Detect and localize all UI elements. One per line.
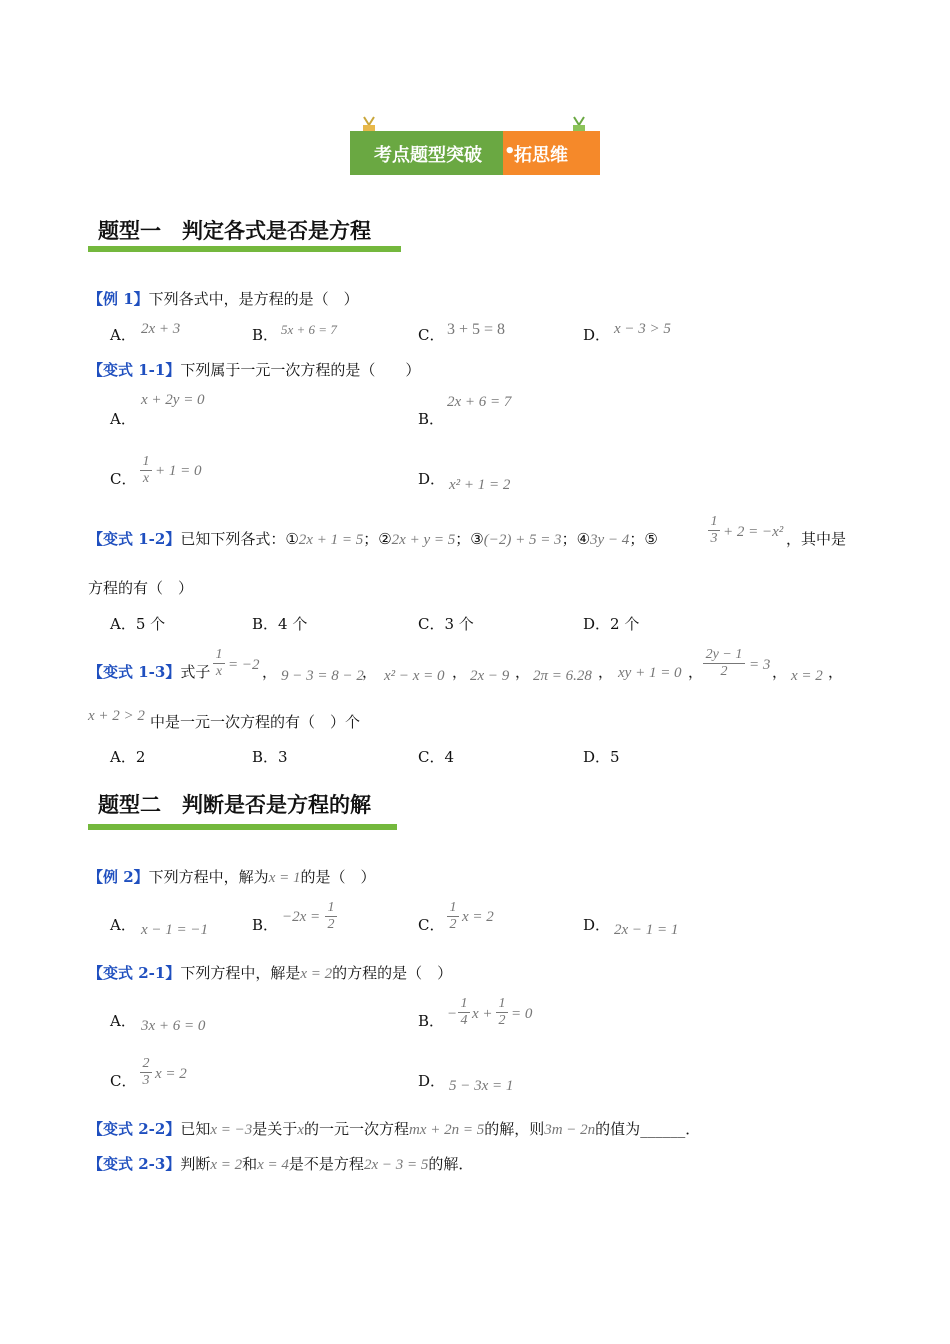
ex2-option-d-math: 2x − 1 = 1 xyxy=(614,922,679,938)
v12-question-tail: ，其中是 xyxy=(786,530,847,548)
variant-2-1-question: 【变式 2-1】下列方程中，解是x = 2的方程的是（ ） xyxy=(88,964,453,982)
v13-expr9: x + 2 > 2 xyxy=(88,708,145,724)
ex1-option-d-math: x − 3 > 5 xyxy=(614,321,671,337)
v13-expr4: 2x − 9 xyxy=(470,668,510,684)
v21-option-a-label: A． xyxy=(110,1012,136,1030)
variant-1-2-question: 【变式 1-2】已知下列各式：①2x + 1 = 5；②2x + y = 5；③(−2) + 5 = 3；④3y − 4；⑤ xyxy=(88,530,658,548)
v11-option-c-label: C． xyxy=(110,470,137,488)
v13-expr6: xy + 1 = 0 xyxy=(618,665,682,681)
ex2-option-c-fraction: $\frac{1}{2}$ xyxy=(447,900,459,933)
v12-option-c: C．3 个 xyxy=(418,615,474,633)
v21-option-b-rest: = 0 xyxy=(511,1006,533,1022)
ex2-option-b-fraction: $\frac{1}{2}$ xyxy=(325,900,337,933)
variant-1-2-tag: 【变式 1-2】 xyxy=(88,530,181,548)
v11-option-d-label: D． xyxy=(418,470,446,488)
v11-option-b-label: B． xyxy=(418,410,445,428)
v11-option-c-fraction: $\frac{1}{x}$ xyxy=(140,454,152,487)
example-1-question: 【例 1】下列各式中，是方程的是（ ） xyxy=(88,290,359,308)
variant-2-1-tag: 【变式 2-1】 xyxy=(88,964,181,982)
v11-option-c-rest: + 1 = 0 xyxy=(155,463,202,479)
v11-option-a-math: x + 2y = 0 xyxy=(141,392,205,408)
v13-expr7-rest: = 3 xyxy=(749,657,771,673)
v13-question-tail: 中是一元一次方程的有（ ）个 xyxy=(150,713,361,731)
ex1-option-b-label: B． xyxy=(252,326,279,344)
v13-option-a: A．2 xyxy=(110,748,146,766)
v12-question-line2: 方程的有（ ） xyxy=(88,579,194,597)
example-2-tag: 【例 2】 xyxy=(88,868,149,886)
ex2-option-c-label: C． xyxy=(418,916,445,934)
v13-expr2: 9 − 3 = 8 − 2 xyxy=(281,668,364,684)
example-2-question: 【例 2】下列方程中，解为x = 1的是（ ） xyxy=(88,868,376,886)
section-title-2: 题型二 判断是否是方程的解 xyxy=(98,793,371,817)
v21-option-c-label: C． xyxy=(110,1072,137,1090)
v21-option-a-math: 3x + 6 = 0 xyxy=(141,1018,206,1034)
v12-option-b: B．4 个 xyxy=(252,615,308,633)
variant-1-3-tag: 【变式 1-3】 xyxy=(88,663,181,681)
v13-expr7-fraction: $\frac{2y - 1}{2}$ xyxy=(703,647,745,680)
banner-left-text: 考点题型突破 xyxy=(374,145,482,166)
banner-right-text: 拓思维 xyxy=(514,145,568,166)
v13-option-c: C．4 xyxy=(418,748,455,766)
v12-option-d: D．2 个 xyxy=(583,615,640,633)
answer-blank[interactable]: ______ xyxy=(640,1120,686,1138)
v13-expr3: x² − x = 0 xyxy=(384,668,445,684)
variant-1-1-tag: 【变式 1-1】 xyxy=(88,361,181,379)
v21-option-c-fraction: $\frac{2}{3}$ xyxy=(140,1056,152,1089)
ex2-option-c-rest: x = 2 xyxy=(462,909,494,925)
v13-expr1-rest: = −2 xyxy=(228,657,260,673)
ex1-option-b-math: 5x + 6 = 7 xyxy=(281,322,337,337)
ex1-option-d-label: D． xyxy=(583,326,611,344)
banner-dot: • xyxy=(504,141,516,162)
ex1-option-c-label: C． xyxy=(418,326,445,344)
ex2-option-b-label: B． xyxy=(252,916,279,934)
variant-2-2-tag: 【变式 2-2】 xyxy=(88,1120,181,1138)
section-banner xyxy=(350,131,600,175)
section-underline-2 xyxy=(88,824,397,830)
v11-option-a-label: A． xyxy=(110,410,136,428)
section-underline-1 xyxy=(88,246,401,252)
v21-option-b-fraction-1: $\frac{1}{4}$ xyxy=(458,996,470,1029)
v11-option-d-math: x² + 1 = 2 xyxy=(449,477,511,493)
v13-option-d: D．5 xyxy=(583,748,620,766)
v21-option-b-fraction-2: $\frac{1}{2}$ xyxy=(496,996,508,1029)
v11-option-b-math: 2x + 6 = 7 xyxy=(447,394,512,410)
v13-expr5: 2π = 6.28 xyxy=(533,668,592,684)
v21-option-c-rest: x = 2 xyxy=(155,1066,187,1082)
v21-option-b-label: B． xyxy=(418,1012,445,1030)
ex2-option-d-label: D． xyxy=(583,916,611,934)
v12-item5-fraction: $\frac{1}{3}$ xyxy=(708,514,720,547)
variant-2-2-question: 【变式 2-2】已知x = −3是关于x的一元一次方程mx + 2n = 5的解，则3m − 2n的值为______． xyxy=(88,1120,701,1138)
ex1-option-a-label: A． xyxy=(110,326,136,344)
variant-2-3-tag: 【变式 2-3】 xyxy=(88,1155,181,1173)
v13-expr8: x = 2 xyxy=(791,668,823,684)
v21-option-d-math: 5 − 3x = 1 xyxy=(449,1078,514,1094)
ex2-option-a-label: A． xyxy=(110,916,136,934)
v13-expr1-fraction: $\frac{1}{x}$ xyxy=(213,647,225,680)
v21-option-b-minus: − xyxy=(447,1006,458,1022)
ex1-option-a-math: 2x + 3 xyxy=(141,321,181,337)
v21-option-d-label: D． xyxy=(418,1072,446,1090)
v12-item5-rest: + 2 = −x² xyxy=(723,524,784,540)
variant-2-3-question: 【变式 2-3】判断x = 2和x = 4是不是方程2x − 3 = 5的解． xyxy=(88,1155,474,1173)
ex1-option-c-math: 3 + 5 = 8 xyxy=(447,321,506,338)
ex2-option-b-pre: −2x = xyxy=(282,909,321,925)
v12-option-a: A．5 个 xyxy=(110,615,166,633)
variant-1-3-question: 【变式 1-3】式子 xyxy=(88,663,211,681)
section-title-1: 题型一 判定各式是否是方程 xyxy=(98,219,371,243)
ex2-option-a-math: x − 1 = −1 xyxy=(141,922,209,938)
variant-1-1-question: 【变式 1-1】下列属于一元一次方程的是（ ） xyxy=(88,361,421,379)
v21-option-b-mid: x + xyxy=(472,1006,493,1022)
example-1-tag: 【例 1】 xyxy=(88,290,149,308)
v13-option-b: B．3 xyxy=(252,748,288,766)
